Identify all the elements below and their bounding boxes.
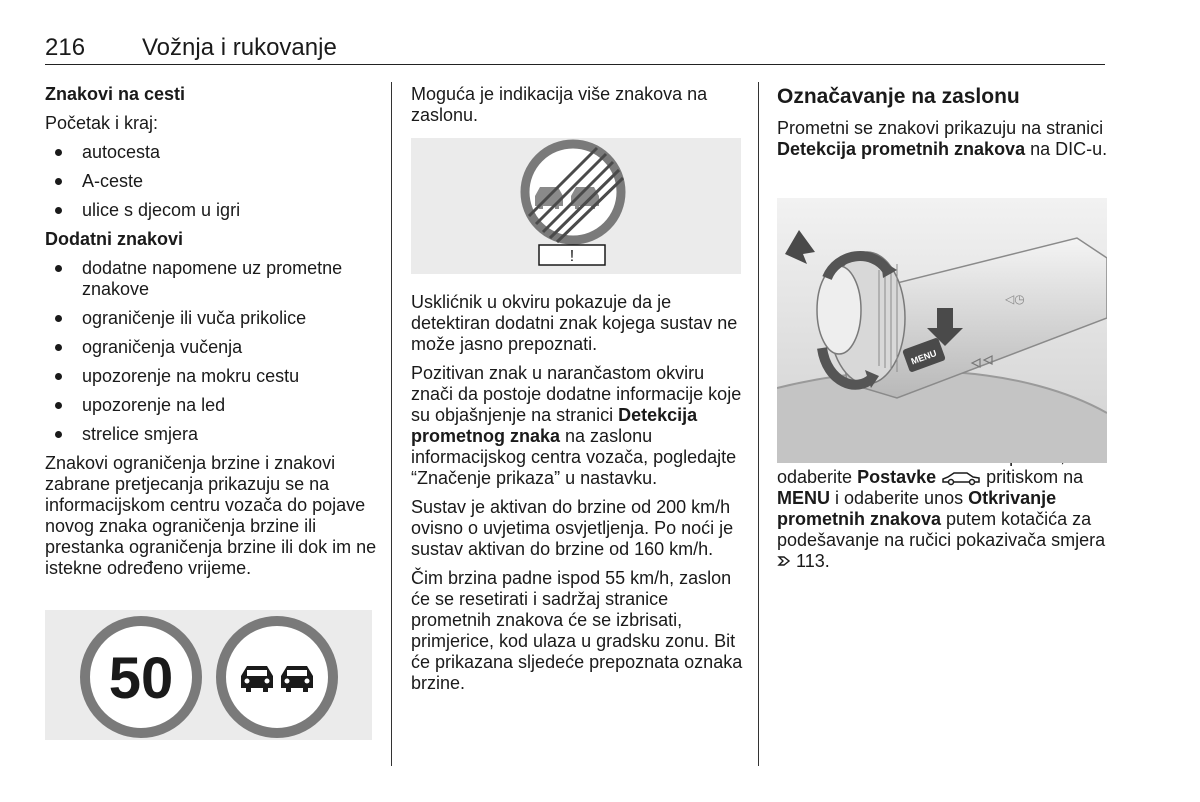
page-header: [45, 34, 1105, 65]
list-item: upozorenje na mokru cestu: [45, 366, 380, 387]
signs-figure: [45, 610, 372, 740]
section-heading-road-signs: Znakovi na cesti: [45, 84, 186, 104]
paragraph: Čim brzina padne ispod 55 km/h, zaslon će se resetirati i sadržaj stranice prometnih znakova će se izbrisati, primjerice, kod ulaza u gradsku zonu. Bit će prikazana sljedeće prepoznata oznaka brzine.: [411, 568, 743, 693]
section-heading-display: Označavanje na zaslonu: [777, 85, 1020, 108]
bold-term: MENU: [777, 488, 830, 508]
end-of-restriction-sign-icon: [525, 144, 623, 242]
list-item: upozorenje na led: [45, 395, 380, 416]
no-overtaking-sign-icon: [221, 621, 333, 733]
intro-text: Početak i kraj:: [45, 113, 159, 133]
list-item: dodatne napomene uz prometne znakove: [45, 258, 380, 300]
menu-button-label: MENU: [909, 347, 938, 367]
paragraph: Prometni se znakovi prikazuju na stranici Detekcija prometnih znakova na DIC-u.: [777, 118, 1108, 159]
paragraph: Usklićnik u okviru pokazuje da je detektiran dodatni znak kojega sustav ne može jasno prepoznati.: [411, 292, 738, 354]
additional-signs-list: [45, 258, 380, 445]
bold-term: Detekcija prometnog znaka: [411, 405, 698, 446]
list-item: autocesta: [45, 142, 380, 163]
list-item: A-ceste: [45, 171, 380, 192]
list-item: ograničenje ili vuča prikolice: [45, 308, 380, 329]
paragraph: Sustav je aktivan do brzine od 200 km/h ovisno o uvjetima osvjetljenja. Po noći je sustav aktivan do brzine od 160 km/h.: [411, 497, 734, 559]
svg-text:◁◷: ◁◷: [1005, 292, 1025, 306]
list-item: ulice s djecom u igri: [45, 200, 380, 221]
car-outline-icon: [941, 471, 981, 486]
column-divider-2: [758, 82, 759, 766]
paragraph: Moguća je indikacija više znakova na zaslonu.: [411, 84, 708, 125]
indicator-stalk-figure: [777, 198, 1107, 463]
column-divider-1: [391, 82, 392, 766]
speed-limit-value: 50: [108, 646, 174, 711]
reference-arrow-icon: [777, 554, 791, 568]
page-number: 216: [45, 34, 86, 61]
list-item: ograničenja vučenja: [45, 337, 380, 358]
bold-term: Detekcija prometnih znakova: [777, 139, 1026, 159]
exclamation-mark: !: [569, 248, 575, 265]
road-types-list: [45, 142, 380, 221]
bold-term: Otkrivanje prometnih znakova: [777, 488, 1057, 529]
section-heading-additional-signs: Dodatni znakovi: [45, 229, 184, 249]
end-no-overtaking-figure: [411, 138, 741, 274]
list-item: strelice smjera: [45, 424, 380, 445]
paragraph: Pozitivan znak u narančastom okviru znači da postoje dodatne informacije koje su objašnjenje na stranici Detekcija prometnog znaka na zaslonu informacijskog centra vozača, pogledajte “Značenje prikaza” u nastavku.: [411, 363, 742, 488]
speed-limit-sign-icon: [85, 621, 197, 733]
page-title: Vožnja i rukovanje: [142, 34, 337, 61]
column-left: [45, 84, 380, 587]
bold-term: Postavke: [857, 467, 937, 487]
speed-limit-paragraph: Znakovi ograničenja brzine i znakovi zabrane pretjecanja prikazuju se na informacijskom centru vozača do pojave novog znaka ograničenja brzine ili prestanka ograničenja brzine ili dok im ne istekne određeno vrijeme.: [45, 453, 377, 578]
paragraph: odaberite Postavke pritiskom na MENU i odaberite unos Otkrivanje prometnih znakova putem kotačića za podešavanje na ručici pokazivača smjera 113.: [777, 467, 1106, 571]
additional-sign-box-icon: [539, 245, 605, 265]
